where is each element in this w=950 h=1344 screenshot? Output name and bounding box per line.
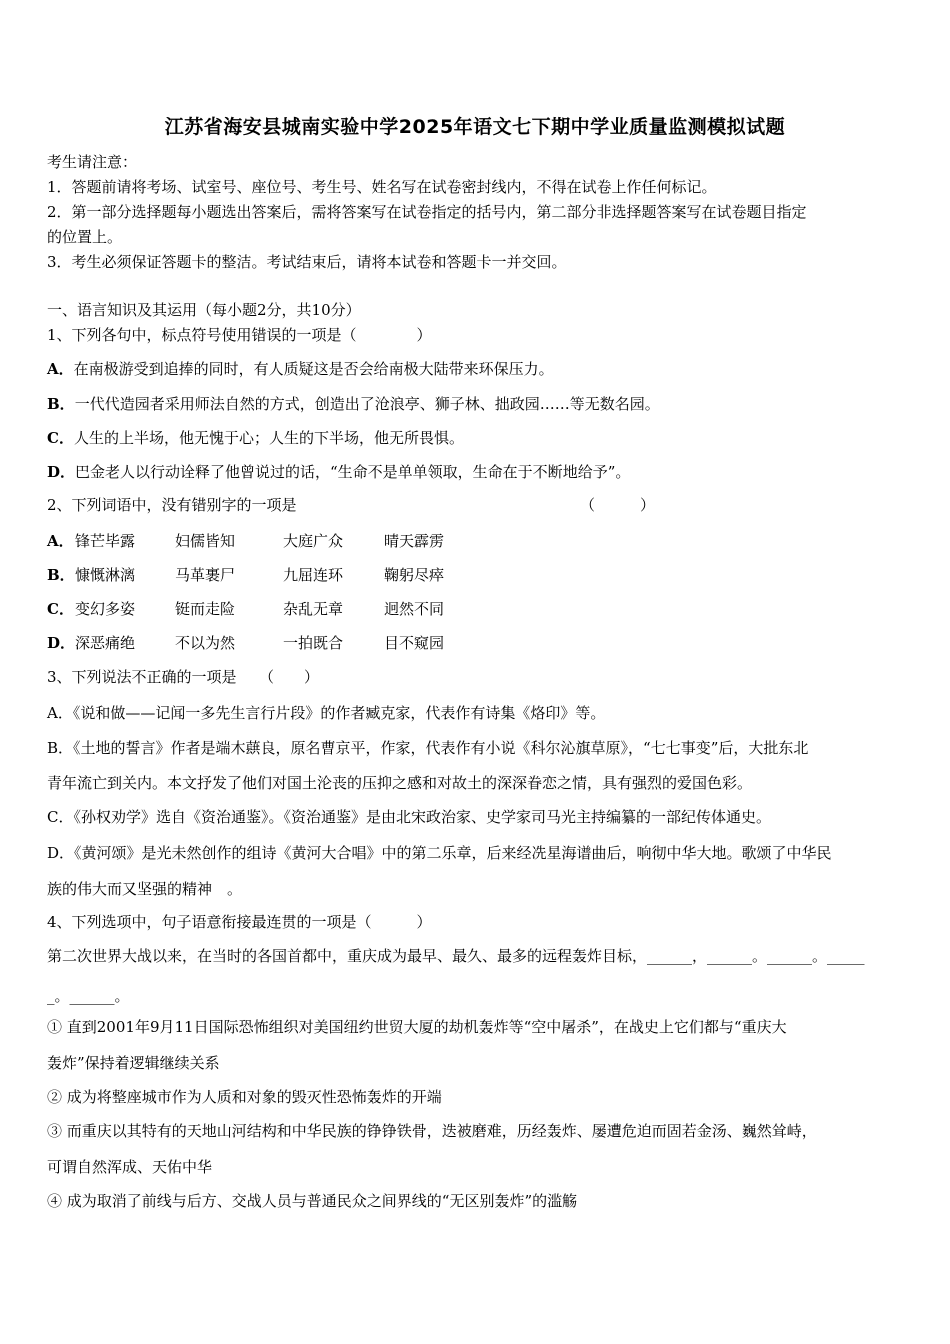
word: 九屈连环	[283, 566, 344, 584]
word: 深恶痛绝	[75, 634, 136, 652]
q2-stem: 2、下列词语中，没有错别字的一项是	[47, 496, 297, 514]
q2-option-d	[47, 633, 444, 653]
option-text: 在南极游受到追捧的同时，有人质疑这是否会给南极大陆带来环保压力。	[73, 360, 554, 378]
option-letter: D．	[47, 634, 76, 652]
q1-option-c	[47, 428, 464, 448]
notice-item-3: 3．考生必须保证答题卡的整洁。考试结束后，请将本试卷和答题卡一并交回。	[47, 253, 567, 271]
option-letter: C．	[47, 429, 74, 447]
option-text: 巴金老人以行动诠释了他曾说过的话，“生命不是单单领取，生命在于不断地给予”。	[75, 463, 631, 481]
notice-item-2-cont: 的位置上。	[47, 228, 123, 246]
q3-option-b: B．《土地的誓言》作者是端木蕻良，原名曹京平，作家，代表作有小说《科尔沁旗草原》，“七七事变”后，大批东北	[47, 739, 809, 757]
word: 变幻多姿	[75, 600, 136, 618]
q1-option-d	[47, 462, 630, 482]
q4-passage: 第二次世界大战以来，在当时的各国首都中，重庆成为最早、最久、最多的远程轰炸目标，______，______。______。_____	[47, 947, 865, 965]
q4-stem: 4、下列选项中，句子语意衔接最连贯的一项是（ ）	[47, 913, 432, 931]
option-letter: A．	[47, 360, 74, 378]
option-letter: D．	[47, 463, 76, 481]
word: 晴天霹雳	[384, 532, 445, 550]
q2-answer-paren: （ ）	[580, 496, 656, 514]
q3-option-d: D．《黄河颂》是光未然创作的组诗《黄河大合唱》中的第二乐章，后来经冼星海谱曲后，响彻中华大地。歌颂了中华民	[47, 844, 832, 862]
q3-option-a: A．《说和做——记闻一多先生言行片段》的作者臧克家，代表作有诗集《烙印》等。	[47, 704, 606, 722]
notice-item-2: 2．第一部分选择题每小题选出答案后，需将答案写在试卷指定的括号内，第二部分非选择题答案写在试卷题目指定	[47, 203, 807, 221]
option-letter: A．	[47, 532, 74, 550]
word: 一拍既合	[283, 634, 344, 652]
word: 铤而走险	[175, 600, 236, 618]
q2-option-c	[47, 599, 444, 619]
q3-stem: 3、下列说法不正确的一项是 （ ）	[47, 668, 320, 686]
word: 迥然不同	[384, 600, 445, 618]
q4-sentence-4: ④ 成为取消了前线与后方、交战人员与普通民众之间界线的“无区别轰炸”的滥觞	[47, 1192, 578, 1210]
word: 目不窥园	[384, 634, 445, 652]
q4-sentence-3-cont: 可谓自然浑成、天佑中华	[47, 1158, 213, 1176]
q1-stem: 1、下列各句中，标点符号使用错误的一项是（ ）	[47, 326, 432, 344]
q4-sentence-2: ② 成为将整座城市作为人质和对象的毁灭性恐怖轰炸的开端	[47, 1088, 442, 1106]
q4-sentence-1: ① 直到2001年9月11日国际恐怖组织对美国纽约世贸大厦的劫机轰炸等“空中屠杀”，在战史上它们都与“重庆大	[47, 1018, 787, 1036]
notice-item-1: 1．答题前请将考场、试室号、座位号、考生号、姓名写在试卷密封线内，不得在试卷上作任何标记。	[47, 178, 717, 196]
option-letter: C．	[47, 600, 74, 618]
option-letter: B．	[47, 395, 75, 413]
notice-heading: 考生请注意：	[47, 153, 138, 171]
word: 鞠躬尽瘁	[384, 566, 445, 584]
word: 大庭广众	[283, 532, 344, 550]
option-letter: B．	[47, 566, 75, 584]
q4-passage-cont: _。______。	[47, 987, 130, 1005]
option-text: 一代代造园者采用师法自然的方式，创造出了沧浪亭、狮子林、拙政园……等无数名园。	[74, 395, 660, 413]
q4-sentence-1-cont: 轰炸”保持着逻辑继续关系	[47, 1054, 220, 1072]
section-heading: 一、语言知识及其运用（每小题2分，共10分）	[47, 301, 361, 319]
q2-option-a	[47, 531, 444, 551]
word: 杂乱无章	[283, 600, 344, 618]
q1-option-a	[47, 359, 554, 379]
word: 妇儒皆知	[175, 532, 236, 550]
q4-sentence-3: ③ 而重庆以其特有的天地山河结构和中华民族的铮铮铁骨，迭被磨难，历经轰炸、屡遭危迫而固若金汤、巍然耸峙，	[47, 1122, 817, 1140]
q3-option-b-cont: 青年流亡到关内。本文抒发了他们对国土沦丧的压抑之感和对故土的深深眷恋之情，具有强烈的爱国色彩。	[47, 774, 753, 792]
word: 马革裹尸	[175, 566, 236, 584]
q2-option-b	[47, 565, 444, 585]
q3-option-d-cont: 族的伟大而又坚强的精神 。	[47, 880, 243, 898]
word: 锋芒毕露	[75, 532, 136, 550]
word: 慷慨淋漓	[75, 566, 136, 584]
option-text: 人生的上半场，他无愧于心；人生的下半场，他无所畏惧。	[73, 429, 464, 447]
exam-title: 江苏省海安县城南实验中学2025年语文七下期中学业质量监测模拟试题	[164, 116, 786, 138]
q1-option-b	[47, 394, 660, 414]
word: 不以为然	[175, 634, 236, 652]
q3-option-c: C．《孙权劝学》选自《资治通鉴》。《资治通鉴》是由北宋政治家、史学家司马光主持编纂的一部纪传体通史。	[47, 808, 771, 826]
